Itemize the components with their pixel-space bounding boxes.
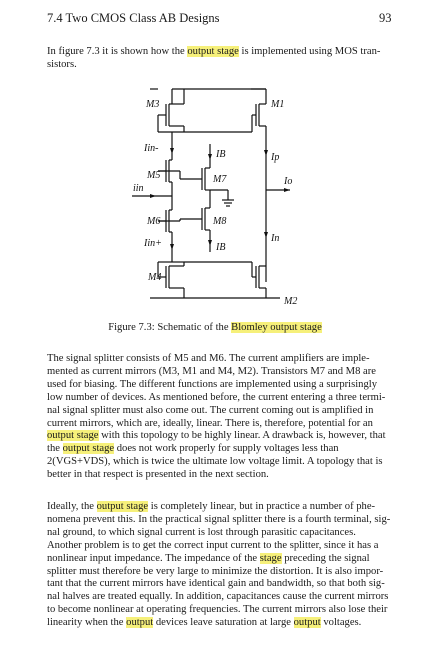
highlight: output: [126, 617, 154, 629]
label-in: In: [271, 233, 280, 244]
body-paragraph-2: Ideally, the output stage is completely linear, but in practice a number of phe- nomena prevent this. In the practical signal splitter there is a fourth terminal, sig- nal ground, to which signal current is lost through parasitic capacitances. Another problem is to get the correct input current to the splitter, since it has a nonlinear input impedance. The impedance of the stage preceding the signal splitter must therefore be very large to minimize the distortion. It is also impor- tant that the current mirrors have identical gain and bandwidth, so that both sig- nal halves are treated equally. In addition, capacitances cause the current mirrors to become nonlinear at operating frequencies. The current mirrors also lose their linearity when the output devices leave saturation at large output voltages.: [47, 501, 391, 629]
label-ib-bottom: IB: [216, 242, 226, 253]
label-m3: M3: [146, 99, 160, 110]
label-m7: M7: [213, 174, 227, 185]
highlight: output stage: [96, 501, 149, 512]
label-iin-plus: Iin+: [144, 238, 162, 249]
running-header: 7.4 Two CMOS Class AB Designs: [47, 11, 220, 25]
highlight: stage: [259, 552, 282, 564]
body-paragraph-1: The signal splitter consists of M5 and M6. The current amplifiers are imple- mented as current mirrors (M3, M1 and M4, M2). Transistors M7 and M8 are used for biasing. The different functions are implemented using a surprisingly low number of devices. As mentioned before, the current entering a three termi- nal signal splitter must also come out. The current coming out is amplified in current mirrors, which are, ideally, linear. There is, therefore, potential for an output stage with this topology to be highly linear. A drawback is, however, that the output stage does not work properly for supply voltages less than 2(VGS+VDS), which is twice the ultimate low voltage limit. A topology that is better in that respect is presented in the next section.: [47, 353, 386, 481]
label-m8: M8: [213, 216, 227, 227]
highlight: output stage: [62, 443, 115, 455]
label-ib-top: IB: [216, 149, 226, 160]
label-ip: Ip: [271, 152, 280, 163]
figure-caption: Figure 7.3: Schematic of the Blomley output stage: [108, 322, 322, 333]
label-iin-minus: Iin-: [144, 143, 159, 154]
label-m1: M1: [271, 99, 285, 110]
label-m4: M4: [148, 272, 162, 283]
highlight: output stage: [187, 46, 239, 57]
label-iin: iin: [133, 183, 144, 194]
page-number: 93: [379, 11, 392, 25]
highlight: output stage: [47, 430, 99, 442]
intro-paragraph: In figure 7.3 it is shown how the output stage is implemented using MOS tran- sistors.: [47, 46, 381, 70]
label-m5: M5: [147, 170, 161, 181]
label-io: Io: [284, 176, 293, 187]
highlight: Blomley output stage: [231, 322, 322, 333]
circuit-schematic: [0, 0, 430, 320]
highlight: output: [293, 617, 321, 629]
label-m6: M6: [147, 216, 161, 227]
label-m2: M2: [284, 296, 298, 307]
